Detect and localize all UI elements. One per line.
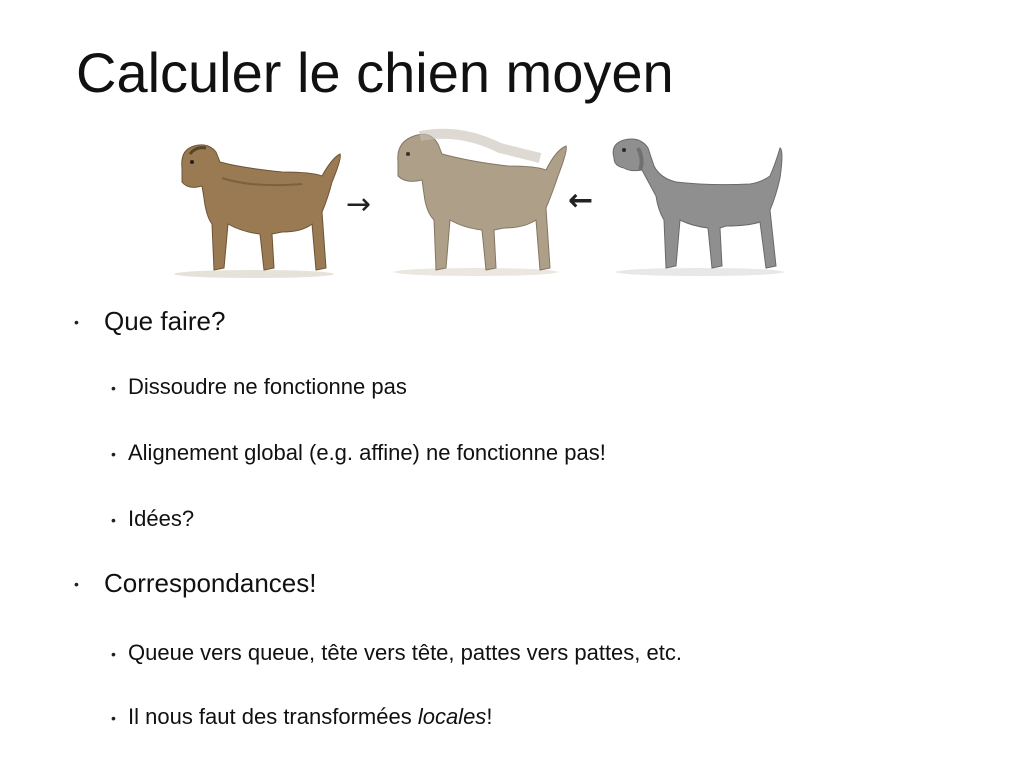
bullet-dot-icon: • bbox=[111, 380, 116, 396]
arrow-right-icon: → bbox=[346, 187, 372, 222]
bullet-dot-icon: • bbox=[74, 314, 79, 330]
sub-bullet-transformees-locales bbox=[111, 704, 493, 730]
bullet-dot-icon: • bbox=[111, 512, 116, 528]
sub-bullet-text: Queue vers queue, tête vers tête, pattes vers pattes, etc. bbox=[128, 640, 682, 665]
sub-bullet-text-suffix: ! bbox=[486, 704, 493, 729]
sub-bullet-queue-vers-queue bbox=[111, 640, 682, 666]
bullet-text: Que faire? bbox=[104, 306, 226, 336]
sub-bullet-text-prefix: Il nous faut des transformées bbox=[128, 704, 418, 729]
bullet-que-faire bbox=[74, 306, 226, 337]
sub-bullet-text: Alignement global (e.g. affine) ne fonctionne pas! bbox=[128, 440, 606, 465]
bullet-dot-icon: • bbox=[111, 646, 116, 662]
bullet-dot-icon: • bbox=[111, 446, 116, 462]
sub-bullet-idees bbox=[111, 506, 195, 532]
sub-bullet-text: Dissoudre ne fonctionne pas bbox=[128, 374, 407, 399]
bullet-text: Correspondances! bbox=[104, 568, 317, 598]
bullet-dot-icon: • bbox=[74, 576, 79, 592]
sub-bullet-text: Idées? bbox=[128, 506, 195, 531]
arrow-left-icon: ← bbox=[568, 183, 594, 218]
sub-bullet-dissoudre bbox=[111, 374, 407, 400]
slide-title: Calculer le chien moyen bbox=[76, 41, 674, 104]
bullet-correspondances bbox=[74, 568, 317, 599]
bullet-dot-icon: • bbox=[111, 710, 116, 726]
emphasis-locales: locales bbox=[417, 704, 487, 729]
sub-bullet-alignement-global bbox=[111, 440, 606, 466]
